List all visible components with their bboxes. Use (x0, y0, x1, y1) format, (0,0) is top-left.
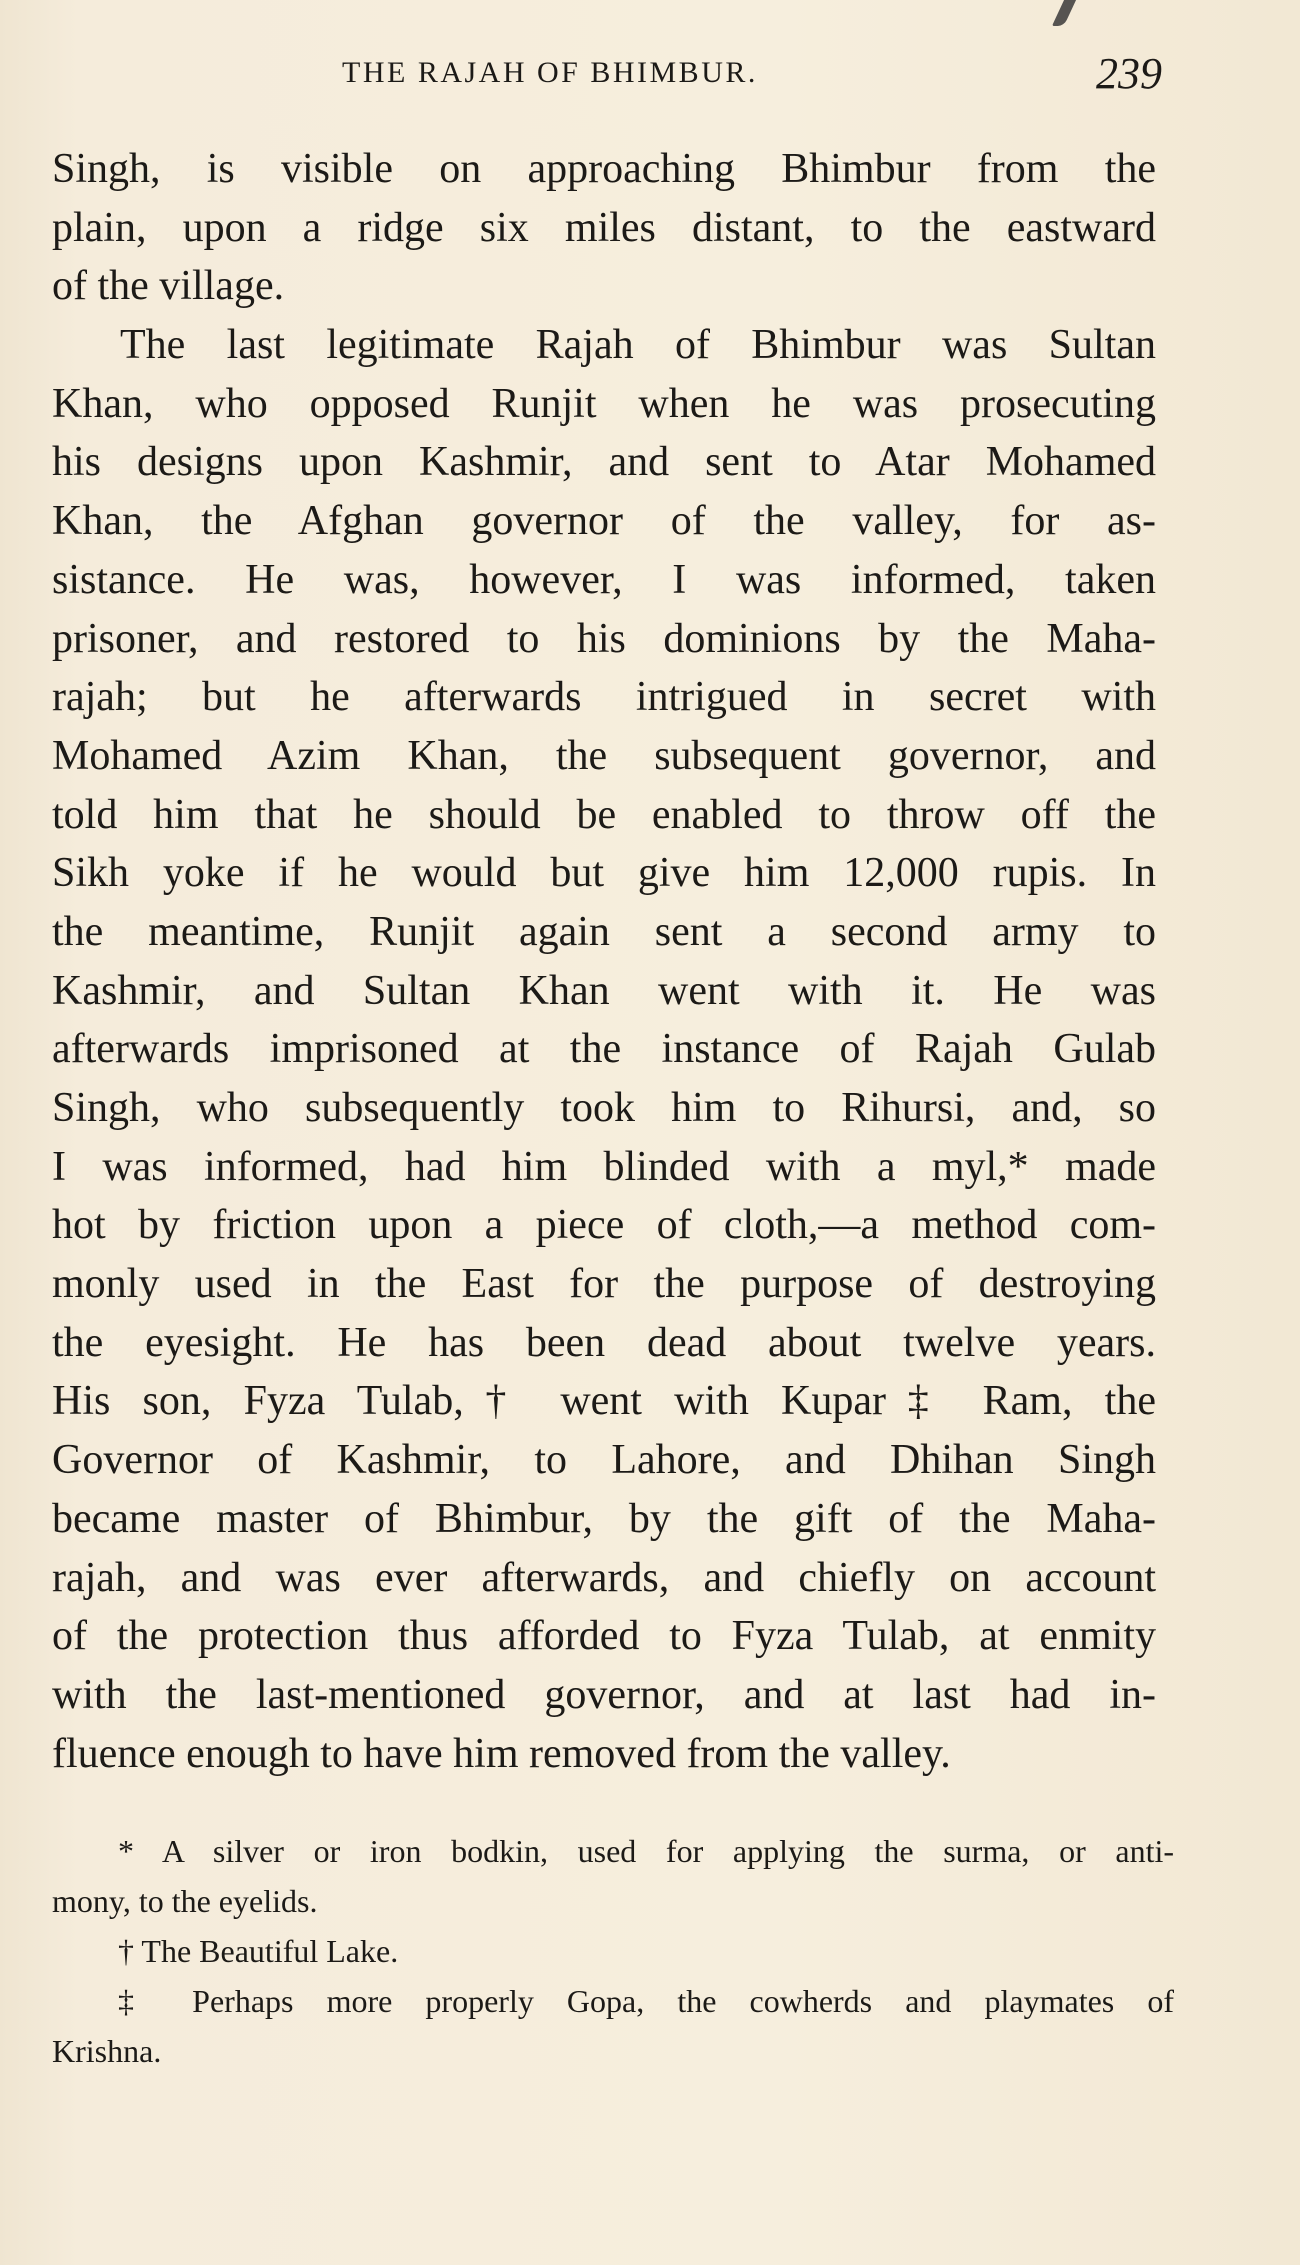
footnotes (52, 1826, 1174, 2076)
text-line: became master of Bhimbur, by the gift of the Maha- (52, 1495, 1156, 1542)
text-line: Sikh yoke if he would but give him 12,000 rupis. In (52, 850, 1156, 897)
pencil-mark (1052, 0, 1076, 26)
text-line: rajah; but he afterwards intrigued in secret with (52, 674, 1156, 721)
footnote-line: * A silver or iron bodkin, used for applying the surma, or anti- (118, 1833, 1174, 1869)
text-line: told him that he should be enabled to throw off the (52, 791, 1156, 838)
footnote-line: Krishna. (52, 2033, 162, 2069)
text-line: rajah, and was ever afterwards, and chiefly on account (52, 1554, 1156, 1601)
text-line: Singh, is visible on approaching Bhimbur from the (52, 146, 1156, 192)
running-head (52, 48, 1162, 100)
text-line: plain, upon a ridge six miles distant, to the eastward (52, 204, 1156, 251)
text-line: his designs upon Kashmir, and sent to Atar Mohamed (52, 439, 1156, 486)
text-line: the meantime, Runjit again sent a second army to (52, 908, 1156, 955)
text-line: with the last-mentioned governor, and at last had in- (52, 1671, 1156, 1718)
text-line: The last legitimate Rajah of Bhimbur was Sultan (120, 322, 1156, 369)
text-line: His son, Fyza Tulab,† went with Kupar‡ Ram, the (52, 1378, 1156, 1425)
text-line: the eyesight. He has been dead about twelve years. (52, 1319, 1156, 1366)
text-line: sistance. He was, however, I was informed, taken (52, 556, 1156, 603)
footnote-line: mony, to the eyelids. (52, 1883, 318, 1919)
running-title: THE RAJAH OF BHIMBUR. (342, 56, 758, 89)
text-line: Singh, who subsequently took him to Rihursi, and, so (52, 1085, 1156, 1131)
text-line: Khan, the Afghan governor of the valley, for as- (52, 498, 1156, 545)
text-line: Mohamed Azim Khan, the subsequent governor, and (52, 732, 1156, 779)
text-line: Kashmir, and Sultan Khan went with it. He was (52, 967, 1156, 1014)
page-number: 239 (1096, 49, 1162, 98)
text-line: Khan, who opposed Runjit when he was prosecuting (52, 380, 1156, 427)
text-line: of the protection thus afforded to Fyza Tulab, at enmity (52, 1613, 1156, 1660)
text-line: monly used in the East for the purpose of destroying (52, 1261, 1156, 1308)
footnote-line: ‡ Perhaps more properly Gopa, the cowherds and playmates of (118, 1983, 1174, 2019)
text-line: hot by friction upon a piece of cloth,—a method com- (52, 1202, 1156, 1249)
text-line: of the village. (52, 263, 285, 310)
text-line: I was informed, had him blinded with a myl,* made (52, 1143, 1156, 1190)
body-text (52, 140, 1156, 1783)
text-line: prisoner, and restored to his dominions by the Maha- (52, 615, 1156, 662)
footnote-line: † The Beautiful Lake. (118, 1933, 399, 1969)
text-line: Governor of Kashmir, to Lahore, and Dhihan Singh (52, 1437, 1156, 1484)
text-line: afterwards imprisoned at the instance of Rajah Gulab (52, 1026, 1156, 1073)
text-line: fluence enough to have him removed from the valley. (52, 1730, 951, 1777)
